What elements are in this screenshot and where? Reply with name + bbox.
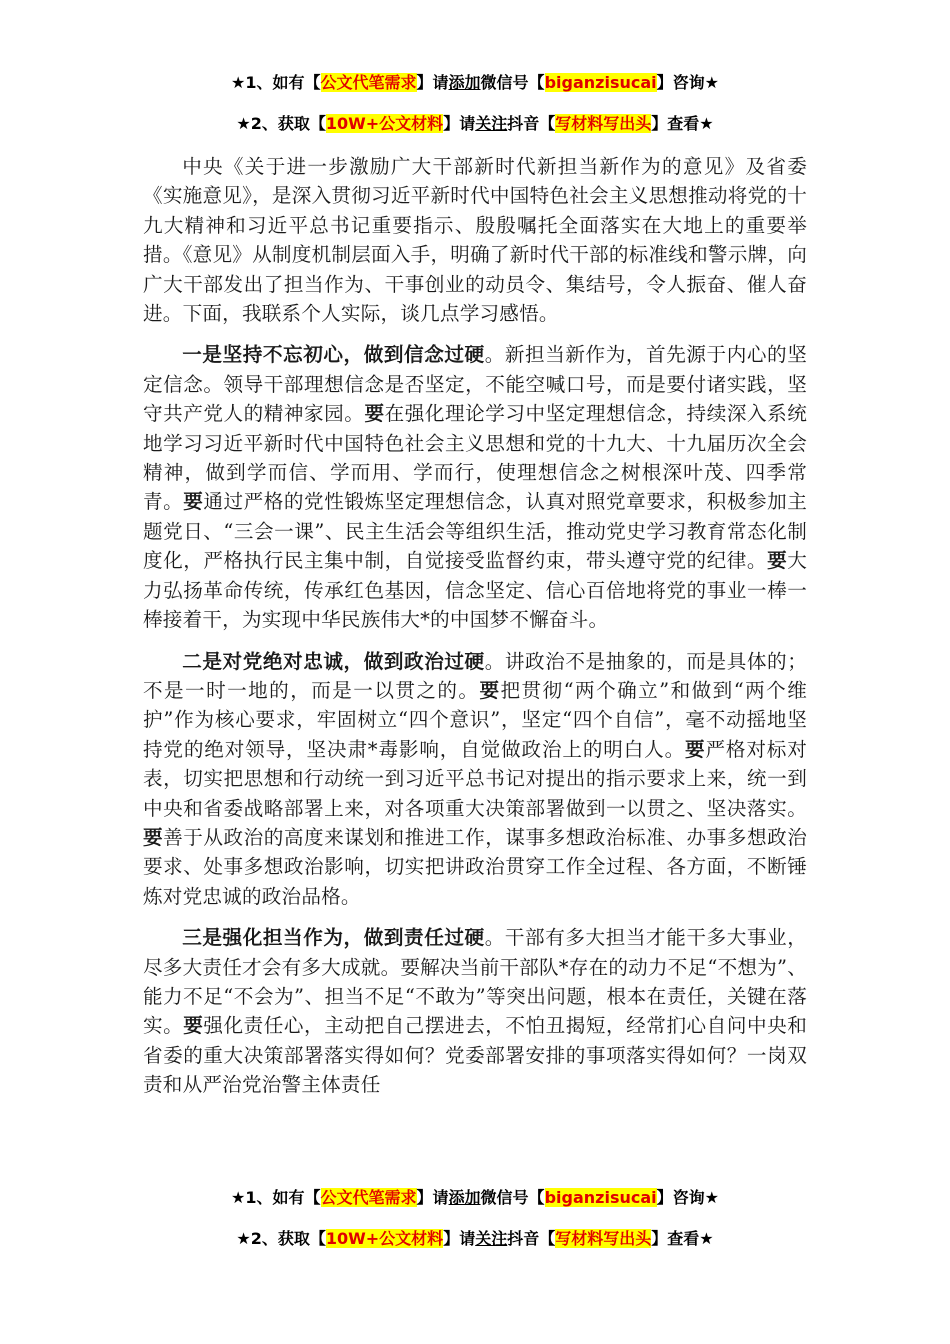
paragraph-text: 大力弘扬革命传统，传承红色基因，信念坚定、信心百倍地将党的事业一棒一棒接着干，为实现中华民族伟大*的中国梦不懈奋斗。 xyxy=(143,549,808,632)
paragraph-text: 通过严格的党性锻炼坚定理想信念，认真对照党章要求，积极参加主题党日、“三会一课”、民主生活会等组织生活，推动党史学习教育常态化制度化，严格执行民主集中制，自觉接受监督约束，带头遵守党的纪律。 xyxy=(143,490,808,573)
banner-highlight: 公文代笔需求 xyxy=(320,73,417,92)
emphasis-keyword: 要 xyxy=(685,737,706,761)
banner-highlight: 写材料写出头 xyxy=(555,1229,652,1248)
banner-text: 微信号【 xyxy=(480,1188,545,1207)
paragraph-text: 。讲政治不是抽象的，而是具体的；不是一时一地的，而是一以贯之的。 xyxy=(143,649,808,702)
banner-text: ★2、获取【 xyxy=(236,1229,326,1248)
promo-banner-top-2 xyxy=(0,111,950,134)
banner-highlight: biganzisucai xyxy=(544,73,657,92)
banner-text: 】咨询★ xyxy=(656,73,719,92)
document-body xyxy=(143,152,807,1112)
paragraph-text: 。新担当新作为，首先源于内心的坚定信念。领导干部理想信念是否坚定，不能空喊口号，而是要付诸实践，坚守共产党人的精神家园。 xyxy=(143,343,808,426)
promo-banner-bottom-2 xyxy=(0,1226,950,1249)
banner-underlined-text: 关注 xyxy=(475,114,508,133)
banner-text: 】请 xyxy=(416,1188,449,1207)
section-3-paragraph xyxy=(143,923,807,1099)
banner-text: 】查看★ xyxy=(651,114,714,133)
emphasis-keyword: 要 xyxy=(479,678,501,702)
paragraph-text: 在强化理论学习中坚定理想信念，持续深入系统地学习习近平新时代中国特色社会主义思想和党的十九大、十九届历次全会精神，做到学而信、学而用、学而行，使理想信念之树根深叶茂、四季常青。 xyxy=(143,402,808,514)
banner-highlight: 10W+公文材料 xyxy=(325,1229,444,1248)
banner-underlined-text: 关注 xyxy=(475,1229,508,1248)
paragraph-text: 强化责任心，主动把自己摆进去，不怕丑揭短，经常扪心自问中央和省委的重大决策部署落实得如何？党委部署安排的事项落实得如何？一岗双责和从严治党治警主体责任 xyxy=(143,1014,808,1097)
banner-highlight: 写材料写出头 xyxy=(555,114,652,133)
banner-text: ★1、如有【 xyxy=(231,73,321,92)
banner-text: 】查看★ xyxy=(651,1229,714,1248)
section-heading: 二是对党绝对忠诚，做到政治过硬 xyxy=(182,649,485,673)
banner-highlight: 10W+公文材料 xyxy=(325,114,444,133)
section-heading: 一是坚持不忘初心，做到信念过硬 xyxy=(182,343,485,367)
emphasis-keyword: 要 xyxy=(767,549,788,573)
emphasis-keyword: 要 xyxy=(183,490,204,514)
promo-banner-bottom-1 xyxy=(0,1185,950,1208)
emphasis-keyword: 要 xyxy=(364,402,385,426)
promo-banner-top-1 xyxy=(0,70,950,93)
banner-text: 微信号【 xyxy=(480,73,545,92)
banner-text: 】咨询★ xyxy=(656,1188,719,1207)
banner-highlight: 公文代笔需求 xyxy=(320,1188,417,1207)
paragraph-text: 善于从政治的高度来谋划和推进工作，谋事多想政治标准、办事多想政治要求、处事多想政治影响，切实把讲政治贯穿工作全过程、各方面，不断锤炼对党忠诚的政治品格。 xyxy=(143,825,807,908)
banner-text: 抖音【 xyxy=(507,1229,556,1248)
paragraph-text: 。干部有多大担当才能干多大事业，尽多大责任才会有多大成就。要解决当前干部队*存在的动力不足“不想为”、能力不足“不会为”、担当不足“不敢为”等突出问题，根本在责任，关键在落实。 xyxy=(143,926,808,1038)
banner-text: ★1、如有【 xyxy=(231,1188,321,1207)
paragraph-text: 严格对标对表，切实把思想和行动统一到习近平总书记对提出的指示要求上来，统一到中央和省委战略部署上来，对各项重大决策部署做到一以贯之、坚决落实。 xyxy=(143,737,807,820)
banner-underlined-text: 添加 xyxy=(448,73,481,92)
banner-text: 】请 xyxy=(416,73,449,92)
paragraph-text: 把贯彻“两个确立”和做到“两个维护”作为核心要求，牢固树立“四个意识”，坚定“四个自信”，毫不动摇地坚持党的绝对领导，坚决肃*毒影响，自觉做政治上的明白人。 xyxy=(143,678,807,761)
banner-text: ★2、获取【 xyxy=(236,114,326,133)
banner-underlined-text: 添加 xyxy=(448,1188,481,1207)
section-heading: 三是强化担当作为，做到责任过硬 xyxy=(182,926,485,950)
section-2-paragraph xyxy=(143,647,807,912)
emphasis-keyword: 要 xyxy=(183,1014,204,1038)
banner-highlight: biganzisucai xyxy=(544,1188,657,1207)
intro-paragraph: 中央《关于进一步激励广大干部新时代新担当新作为的意见》及省委《实施意见》，是深入贯彻习近平新时代中国特色社会主义思想推动将党的十九大精神和习近平总书记重要指示、殷殷嘱托全面落实在大地上的重要举措。《意见》从制度机制层面入手，明确了新时代干部的标准线和警示牌，向广大干部发出了担当作为、干事创业的动员令、集结号，令人振奋、催人奋进。下面，我联系个人实际，谈几点学习感悟。 xyxy=(143,155,807,326)
section-1-paragraph xyxy=(143,340,807,634)
banner-text: 】请 xyxy=(443,114,476,133)
emphasis-keyword: 要 xyxy=(143,825,164,849)
banner-text: 】请 xyxy=(443,1229,476,1248)
banner-text: 抖音【 xyxy=(507,114,556,133)
